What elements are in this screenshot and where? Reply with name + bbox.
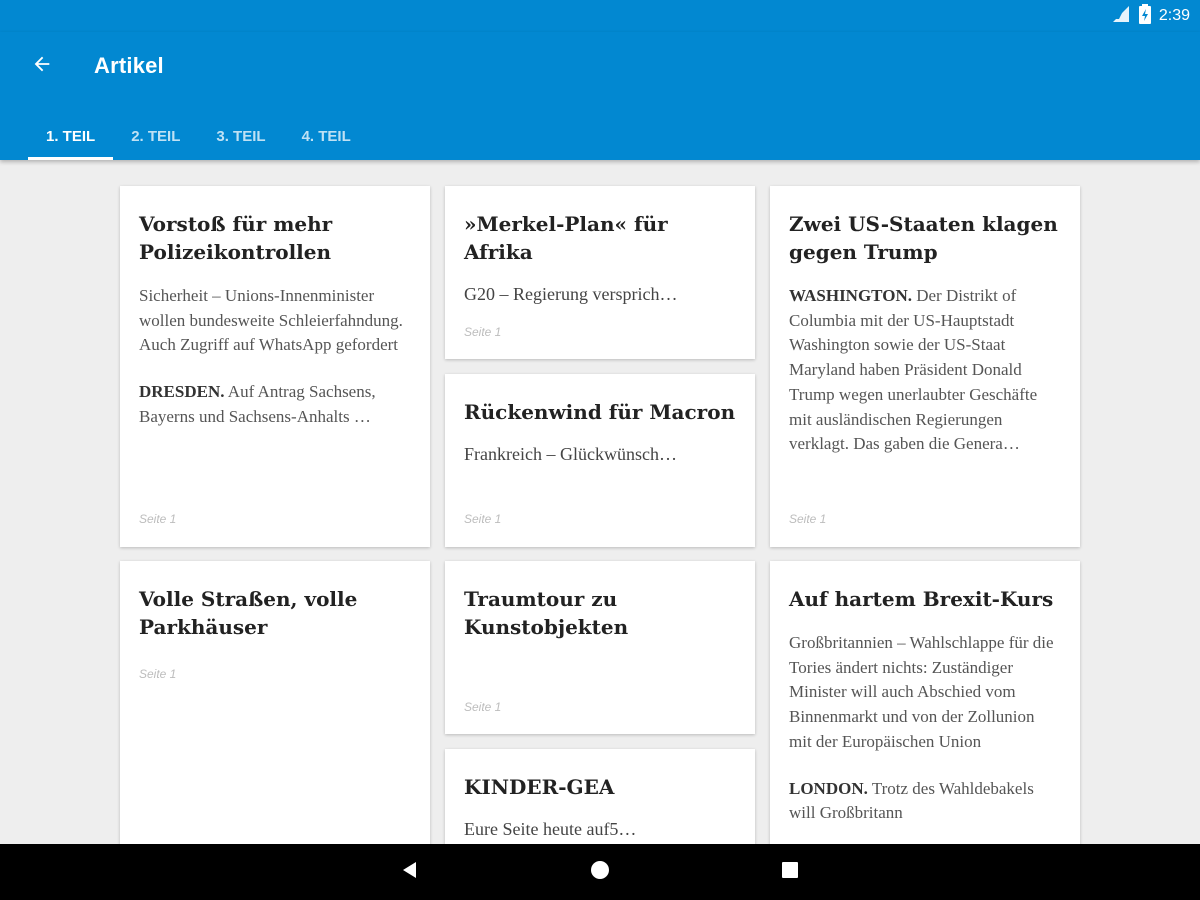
- page-label: Seite 1: [789, 512, 827, 526]
- nav-recents-button[interactable]: [776, 858, 804, 886]
- tab-bar: [28, 112, 369, 160]
- article-title: Zwei US-Staaten klagen gegen Trump: [789, 212, 1058, 264]
- tab-teil-2[interactable]: 2. TEIL: [131, 127, 181, 145]
- tab-teil-3[interactable]: 3. TEIL: [216, 127, 266, 145]
- article-location: LONDON.: [789, 778, 868, 798]
- page-label: Seite 1: [464, 325, 502, 339]
- page-title: Artikel: [94, 53, 164, 78]
- app-bar: [0, 32, 1200, 160]
- page-label: Seite 1: [139, 512, 177, 526]
- article-text: Trotz des Wahldebakels will Großbritann: [789, 778, 1034, 823]
- article-subtitle: Frankreich – Glückwünsch…: [464, 444, 677, 464]
- nav-back-button[interactable]: [396, 858, 424, 886]
- article-title: »Merkel-Plan« für Afrika: [464, 212, 668, 264]
- article-text: Auf Antrag Sachsens, Bayerns und Sachsens-Anhalts …: [139, 382, 376, 426]
- article-card[interactable]: [445, 374, 755, 547]
- article-card[interactable]: [445, 561, 755, 734]
- tab-teil-4[interactable]: 4. TEIL: [301, 127, 351, 145]
- status-time: 2:39: [1158, 7, 1190, 24]
- back-button[interactable]: [26, 50, 58, 82]
- article-text: Der Distrikt of Columbia mit der US-Hauptstadt Washington sowie der US-Staat Maryland haben Präsident Donald Trump wegen unerlaubter Geschäfte mit ausländischen Regierungen verklagt. Das gaben die Genera…: [789, 286, 1038, 454]
- article-teaser: [789, 284, 1061, 457]
- circle-home-icon: [590, 860, 610, 885]
- article-subtitle: G20 – Regierung versprich…: [464, 284, 678, 304]
- article-title: Auf hartem Brexit-Kurs: [789, 587, 1054, 611]
- signal-icon: [1111, 5, 1131, 28]
- status-icons: [1111, 5, 1190, 27]
- tab-teil-1[interactable]: 1. TEIL: [28, 112, 113, 160]
- article-card[interactable]: [120, 186, 430, 547]
- article-subtitle: Eure Seite heute auf5…: [464, 819, 637, 839]
- page-label: Seite 1: [464, 700, 502, 714]
- navigation-bar: [0, 844, 1200, 900]
- article-subtitle: Großbritannien – Wahlschlappe für die Tories ändert nichts: Zuständiger Minister will auch Abschied vom Binnenmarkt und von der Zollunion mit der Europäischen Union: [789, 633, 1054, 751]
- nav-home-button[interactable]: [586, 858, 614, 886]
- status-bar: [0, 0, 1200, 32]
- article-title: Volle Straßen, volle Parkhäuser: [139, 587, 358, 639]
- article-card[interactable]: [445, 186, 755, 359]
- article-location: WASHINGTON.: [789, 286, 912, 305]
- article-subtitle: Sicherheit – Unions-Innenminister wollen bundesweite Schleierfahndung. Auch Zugriff auf WhatsApp gefordert: [139, 286, 403, 355]
- article-card[interactable]: [770, 186, 1080, 547]
- article-location: DRESDEN.: [139, 382, 225, 402]
- article-title: KINDER-GEA: [464, 775, 615, 799]
- article-card[interactable]: [770, 561, 1080, 881]
- article-teaser: [789, 777, 1061, 826]
- article-card[interactable]: [120, 561, 430, 881]
- page-label: Seite 1: [139, 667, 177, 681]
- battery-icon: [1139, 4, 1151, 29]
- article-title: Rückenwind für Macron: [464, 400, 736, 424]
- page-label: Seite 1: [464, 512, 502, 526]
- arrow-back-icon: [31, 53, 53, 80]
- triangle-back-icon: [400, 860, 420, 885]
- article-title: Traumtour zu Kunstobjekten: [464, 587, 629, 639]
- article-title: Vorstoß für mehr Polizeikontrollen: [139, 212, 333, 264]
- article-teaser: [139, 380, 411, 429]
- square-recents-icon: [781, 861, 799, 884]
